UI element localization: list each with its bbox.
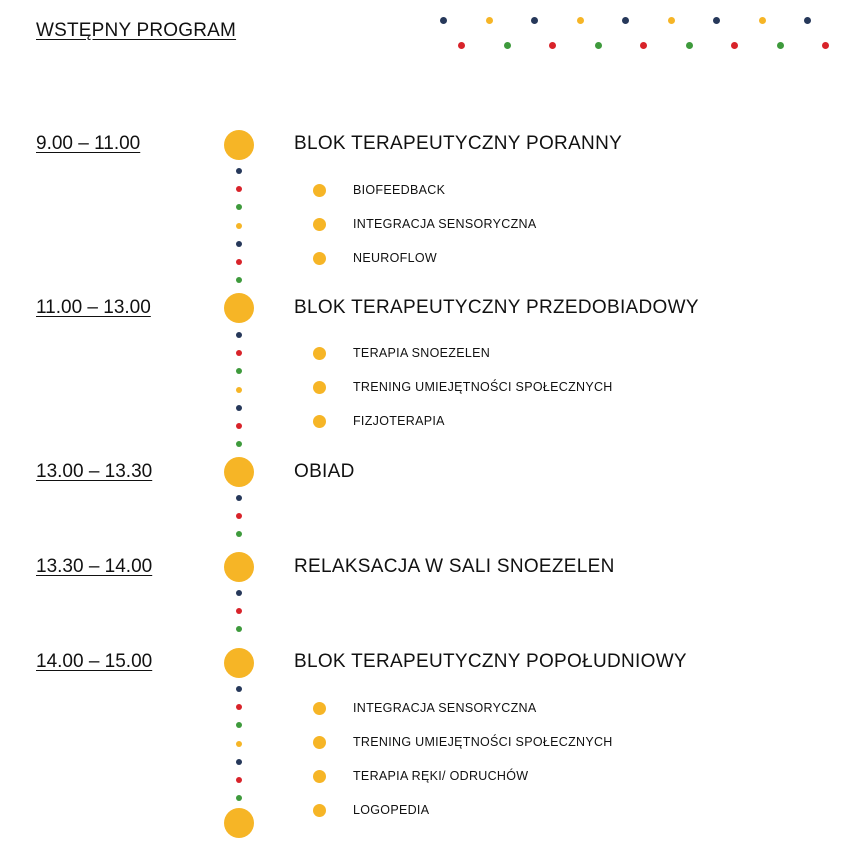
timeline-connector-dot: [236, 405, 242, 411]
list-item-label: TRENING UMIEJĘTNOŚCI SPOŁECZNYCH: [353, 735, 613, 749]
timeline-connector-dot: [236, 686, 242, 692]
block-title-3: OBIAD: [294, 461, 355, 482]
timeline-connector-dot: [236, 741, 242, 747]
timeline-connector-dot: [236, 423, 242, 429]
decorative-dot: [504, 42, 511, 49]
list-item-label: LOGOPEDIA: [353, 803, 430, 817]
time-slot-5: 14.00 – 15.00: [36, 651, 153, 672]
timeline-connector-dot: [236, 223, 242, 229]
list-item: [313, 769, 528, 783]
block-title-1: BLOK TERAPEUTYCZNY PORANNY: [294, 133, 623, 154]
block-title-5: BLOK TERAPEUTYCZNY POPOŁUDNIOWY: [294, 651, 687, 672]
timeline-node: [224, 648, 254, 678]
timeline-connector-dot: [236, 332, 242, 338]
decorative-dot: [531, 17, 538, 24]
decorative-dot: [486, 17, 493, 24]
list-item-label: TERAPIA RĘKI/ ODRUCHÓW: [353, 769, 529, 783]
bullet-icon: [313, 252, 326, 265]
list-item: [313, 251, 437, 265]
decorative-dot: [822, 42, 829, 49]
time-slot-4: 13.30 – 14.00: [36, 556, 153, 577]
bullet-icon: [313, 415, 326, 428]
decorative-dot: [640, 42, 647, 49]
list-item-label: NEUROFLOW: [353, 251, 437, 265]
bullet-icon: [313, 347, 326, 360]
timeline-node: [224, 293, 254, 323]
bullet-icon: [313, 736, 326, 749]
decorative-dot: [686, 42, 693, 49]
decorative-dot: [549, 42, 556, 49]
decorative-dot: [595, 42, 602, 49]
timeline-connector-dot: [236, 722, 242, 728]
list-item: [313, 414, 445, 428]
timeline-connector-dot: [236, 387, 242, 393]
timeline-connector-dot: [236, 704, 242, 710]
decorative-dot: [713, 17, 720, 24]
timeline-connector-dot: [236, 204, 242, 210]
timeline-connector-dot: [236, 531, 242, 537]
timeline-connector-dot: [236, 759, 242, 765]
decorative-dot: [577, 17, 584, 24]
decorative-dot: [668, 17, 675, 24]
time-slot-3: 13.00 – 13.30: [36, 461, 153, 482]
timeline-connector-dot: [236, 495, 242, 501]
timeline-connector-dot: [236, 590, 242, 596]
timeline-connector-dot: [236, 608, 242, 614]
bullet-icon: [313, 804, 326, 817]
list-item-label: TERAPIA SNOEZELEN: [353, 346, 491, 360]
bullet-icon: [313, 184, 326, 197]
timeline-connector-dot: [236, 513, 242, 519]
list-item: [313, 380, 613, 394]
timeline-node: [224, 808, 254, 838]
timeline-connector-dot: [236, 626, 242, 632]
page-title: WSTĘPNY PROGRAM: [36, 20, 237, 41]
list-item-label: TRENING UMIEJĘTNOŚCI SPOŁECZNYCH: [353, 380, 613, 394]
list-item-label: BIOFEEDBACK: [353, 183, 446, 197]
timeline-connector-dot: [236, 795, 242, 801]
timeline-connector-dot: [236, 241, 242, 247]
list-item: [313, 183, 445, 197]
bullet-icon: [313, 381, 326, 394]
decorative-dot: [458, 42, 465, 49]
bullet-icon: [313, 218, 326, 231]
block-title-4: RELAKSACJA W SALI SNOEZELEN: [294, 556, 615, 577]
timeline-connector-dot: [236, 441, 242, 447]
list-item: [313, 803, 429, 817]
timeline-connector-dot: [236, 186, 242, 192]
list-item-label: INTEGRACJA SENSORYCZNA: [353, 701, 537, 715]
timeline-connector-dot: [236, 777, 242, 783]
decorative-dot: [731, 42, 738, 49]
decorative-dot: [440, 17, 447, 24]
decorative-dot: [777, 42, 784, 49]
decorative-dot: [622, 17, 629, 24]
time-slot-2: 11.00 – 13.00: [36, 297, 151, 318]
timeline-node: [224, 130, 254, 160]
timeline-connector-dot: [236, 350, 242, 356]
timeline-node: [224, 552, 254, 582]
bullet-icon: [313, 702, 326, 715]
timeline-connector-dot: [236, 277, 242, 283]
list-item-label: INTEGRACJA SENSORYCZNA: [353, 217, 537, 231]
list-item-label: FIZJOTERAPIA: [353, 414, 445, 428]
timeline-connector-dot: [236, 168, 242, 174]
time-slot-1: 9.00 – 11.00: [36, 133, 141, 154]
list-item: [313, 701, 537, 715]
list-item: [313, 735, 613, 749]
block-title-2: BLOK TERAPEUTYCZNY PRZEDOBIADOWY: [294, 297, 699, 318]
decorative-dot: [759, 17, 766, 24]
bullet-icon: [313, 770, 326, 783]
timeline-connector-dot: [236, 368, 242, 374]
timeline-node: [224, 457, 254, 487]
list-item: [313, 346, 490, 360]
list-item: [313, 217, 537, 231]
timeline-connector-dot: [236, 259, 242, 265]
decorative-dot: [804, 17, 811, 24]
